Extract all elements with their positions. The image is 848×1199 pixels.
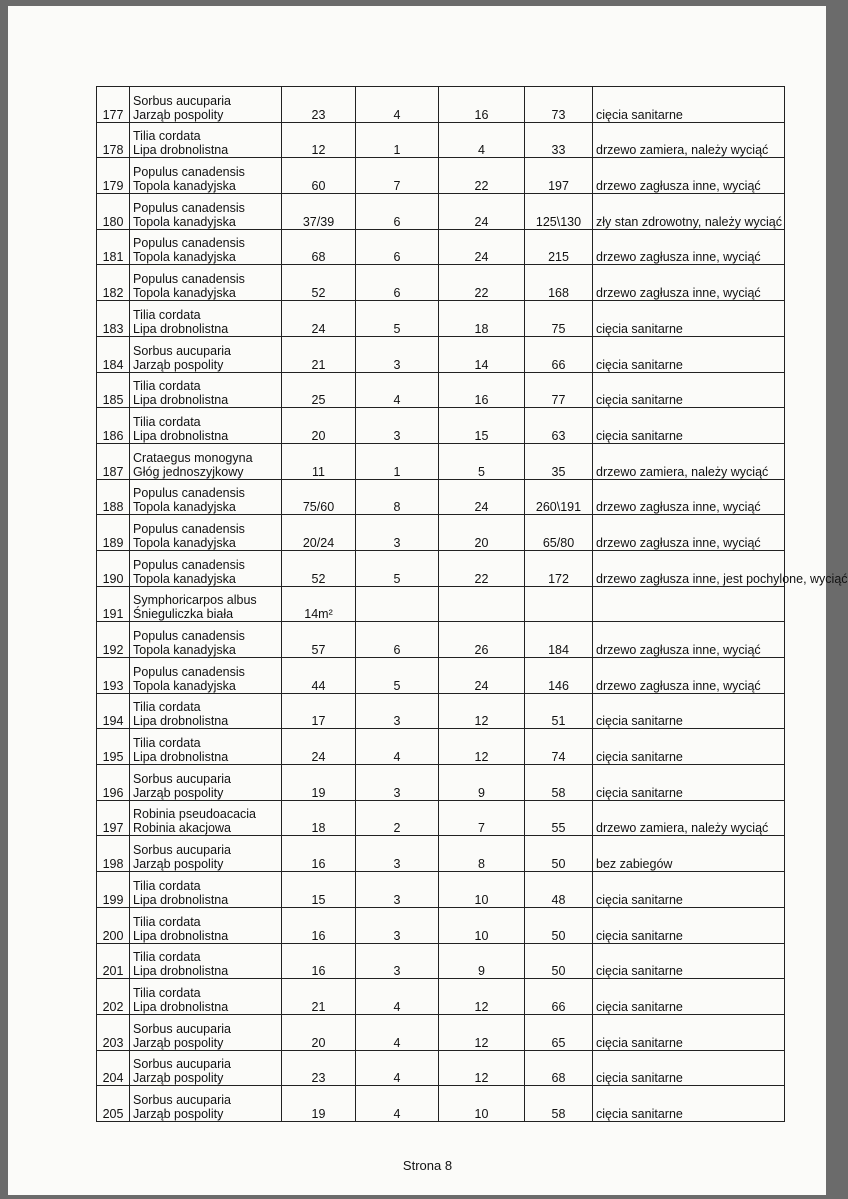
value-col-3: 16 bbox=[439, 372, 525, 408]
value-col-2: 3 bbox=[356, 336, 439, 372]
species-cell bbox=[130, 265, 282, 301]
tree-number: 188 bbox=[97, 479, 130, 515]
value-col-4: 184 bbox=[525, 622, 593, 658]
value-col-1: 19 bbox=[282, 765, 356, 801]
table-row bbox=[97, 586, 785, 622]
remarks: drzewo zamiera, należy wyciąć bbox=[593, 800, 785, 836]
remarks: drzewo zagłusza inne, wyciąć bbox=[593, 158, 785, 194]
species-polish: Jarząb pospolity bbox=[133, 857, 224, 872]
species-latin: Robinia pseudoacacia bbox=[133, 807, 257, 822]
species-polish: Lipa drobnolistna bbox=[133, 393, 229, 408]
species-latin: Sorbus aucuparia bbox=[133, 343, 231, 358]
value-col-2: 5 bbox=[356, 658, 439, 694]
value-col-1: 37/39 bbox=[282, 194, 356, 230]
value-col-1: 11 bbox=[282, 443, 356, 479]
value-col-3: 12 bbox=[439, 1014, 525, 1050]
remarks bbox=[593, 586, 785, 622]
species-latin: Populus canadensis bbox=[133, 200, 245, 215]
species-latin: Sorbus aucuparia bbox=[133, 1092, 231, 1107]
value-col-2: 4 bbox=[356, 979, 439, 1015]
value-col-2: 4 bbox=[356, 87, 439, 123]
value-col-2: 3 bbox=[356, 872, 439, 908]
table-row bbox=[97, 550, 785, 586]
tree-number: 192 bbox=[97, 622, 130, 658]
species-latin: Tilia cordata bbox=[133, 985, 201, 1000]
value-col-4: 65 bbox=[525, 1014, 593, 1050]
species-latin: Populus canadensis bbox=[133, 272, 245, 287]
table-row bbox=[97, 443, 785, 479]
tree-number: 195 bbox=[97, 729, 130, 765]
species-polish: Jarząb pospolity bbox=[133, 357, 224, 372]
table-row bbox=[97, 800, 785, 836]
species-cell bbox=[130, 301, 282, 337]
species-latin: Tilia cordata bbox=[133, 307, 201, 322]
tree-number: 196 bbox=[97, 765, 130, 801]
value-col-3: 20 bbox=[439, 515, 525, 551]
value-col-3: 7 bbox=[439, 800, 525, 836]
species-cell bbox=[130, 836, 282, 872]
tree-number: 180 bbox=[97, 194, 130, 230]
remarks: drzewo zagłusza inne, wyciąć bbox=[593, 658, 785, 694]
value-col-3: 12 bbox=[439, 1050, 525, 1086]
species-cell bbox=[130, 622, 282, 658]
species-cell bbox=[130, 765, 282, 801]
tree-number: 202 bbox=[97, 979, 130, 1015]
value-col-3: 9 bbox=[439, 943, 525, 979]
remarks: cięcia sanitarne bbox=[593, 301, 785, 337]
value-col-2: 5 bbox=[356, 301, 439, 337]
value-col-3: 15 bbox=[439, 408, 525, 444]
tree-number: 197 bbox=[97, 800, 130, 836]
value-col-1: 15 bbox=[282, 872, 356, 908]
value-col-3: 10 bbox=[439, 1086, 525, 1122]
value-col-4: 260\191 bbox=[525, 479, 593, 515]
table-row bbox=[97, 229, 785, 265]
table-row bbox=[97, 87, 785, 123]
value-col-4: 63 bbox=[525, 408, 593, 444]
value-col-2: 3 bbox=[356, 515, 439, 551]
value-col-2: 1 bbox=[356, 122, 439, 158]
species-cell bbox=[130, 872, 282, 908]
value-col-2: 4 bbox=[356, 1014, 439, 1050]
document-page bbox=[8, 6, 848, 1195]
table-row bbox=[97, 158, 785, 194]
species-latin: Tilia cordata bbox=[133, 700, 201, 715]
remarks: cięcia sanitarne bbox=[593, 1014, 785, 1050]
species-polish: Śnieguliczka biała bbox=[133, 607, 234, 622]
remarks: cięcia sanitarne bbox=[593, 979, 785, 1015]
value-col-1: 17 bbox=[282, 693, 356, 729]
tree-number: 178 bbox=[97, 122, 130, 158]
species-polish: Jarząb pospolity bbox=[133, 785, 224, 800]
tree-number: 177 bbox=[97, 87, 130, 123]
remarks: drzewo zagłusza inne, wyciąć bbox=[593, 265, 785, 301]
remarks: drzewo zagłusza inne, wyciąć bbox=[593, 622, 785, 658]
value-col-4: 73 bbox=[525, 87, 593, 123]
table-row bbox=[97, 1050, 785, 1086]
value-col-3: 14 bbox=[439, 336, 525, 372]
species-latin: Populus canadensis bbox=[133, 557, 245, 572]
tree-number: 182 bbox=[97, 265, 130, 301]
value-col-2 bbox=[356, 586, 439, 622]
tree-number: 200 bbox=[97, 907, 130, 943]
value-col-4: 66 bbox=[525, 979, 593, 1015]
value-col-2: 3 bbox=[356, 765, 439, 801]
value-col-4: 197 bbox=[525, 158, 593, 194]
species-latin: Symphoricarpos albus bbox=[133, 593, 257, 608]
species-polish: Jarząb pospolity bbox=[133, 1071, 224, 1086]
value-col-1: 52 bbox=[282, 550, 356, 586]
value-col-2: 3 bbox=[356, 836, 439, 872]
table-row bbox=[97, 872, 785, 908]
species-cell bbox=[130, 658, 282, 694]
species-cell bbox=[130, 1014, 282, 1050]
table-row bbox=[97, 622, 785, 658]
value-col-3: 4 bbox=[439, 122, 525, 158]
species-polish: Topola kanadyjska bbox=[133, 678, 236, 693]
species-cell bbox=[130, 979, 282, 1015]
value-col-2: 6 bbox=[356, 229, 439, 265]
tree-number: 184 bbox=[97, 336, 130, 372]
value-col-2: 2 bbox=[356, 800, 439, 836]
value-col-4: 58 bbox=[525, 765, 593, 801]
species-polish: Lipa drobnolistna bbox=[133, 892, 229, 907]
tree-number: 185 bbox=[97, 372, 130, 408]
value-col-2: 6 bbox=[356, 194, 439, 230]
value-col-2: 6 bbox=[356, 622, 439, 658]
remarks: cięcia sanitarne bbox=[593, 1050, 785, 1086]
value-col-4: 68 bbox=[525, 1050, 593, 1086]
table-row bbox=[97, 336, 785, 372]
species-polish: Topola kanadyjska bbox=[133, 250, 236, 265]
species-latin: Sorbus aucuparia bbox=[133, 843, 231, 858]
value-col-1: 57 bbox=[282, 622, 356, 658]
remarks: cięcia sanitarne bbox=[593, 943, 785, 979]
value-col-4: 51 bbox=[525, 693, 593, 729]
remarks: zły stan zdrowotny, należy wyciąć bbox=[593, 194, 785, 230]
value-col-3: 12 bbox=[439, 979, 525, 1015]
table-row bbox=[97, 479, 785, 515]
species-latin: Tilia cordata bbox=[133, 379, 201, 394]
value-col-1: 21 bbox=[282, 979, 356, 1015]
value-col-3 bbox=[439, 586, 525, 622]
species-cell bbox=[130, 336, 282, 372]
value-col-3: 16 bbox=[439, 87, 525, 123]
species-polish: Lipa drobnolistna bbox=[133, 750, 229, 765]
tree-number: 186 bbox=[97, 408, 130, 444]
value-col-2: 7 bbox=[356, 158, 439, 194]
value-col-3: 24 bbox=[439, 479, 525, 515]
species-cell bbox=[130, 1050, 282, 1086]
tree-number: 199 bbox=[97, 872, 130, 908]
value-col-4: 215 bbox=[525, 229, 593, 265]
value-col-1: 12 bbox=[282, 122, 356, 158]
species-latin: Tilia cordata bbox=[133, 129, 201, 144]
species-polish: Głóg jednoszyjkowy bbox=[133, 464, 244, 479]
value-col-1: 19 bbox=[282, 1086, 356, 1122]
value-col-1: 60 bbox=[282, 158, 356, 194]
value-col-3: 22 bbox=[439, 265, 525, 301]
table-row bbox=[97, 301, 785, 337]
value-col-4: 125\130 bbox=[525, 194, 593, 230]
value-col-2: 4 bbox=[356, 1050, 439, 1086]
remarks: cięcia sanitarne bbox=[593, 729, 785, 765]
value-col-4: 168 bbox=[525, 265, 593, 301]
table-row bbox=[97, 122, 785, 158]
value-col-1: 20 bbox=[282, 1014, 356, 1050]
table-row bbox=[97, 943, 785, 979]
value-col-1: 44 bbox=[282, 658, 356, 694]
species-cell bbox=[130, 800, 282, 836]
species-polish: Topola kanadyjska bbox=[133, 214, 236, 229]
value-col-1: 75/60 bbox=[282, 479, 356, 515]
species-polish: Lipa drobnolistna bbox=[133, 999, 229, 1014]
table-row bbox=[97, 372, 785, 408]
species-cell bbox=[130, 87, 282, 123]
table-row bbox=[97, 693, 785, 729]
species-latin: Populus canadensis bbox=[133, 236, 245, 251]
species-polish: Jarząb pospolity bbox=[133, 1035, 224, 1050]
value-col-3: 24 bbox=[439, 229, 525, 265]
species-polish: Lipa drobnolistna bbox=[133, 321, 229, 336]
value-col-3: 24 bbox=[439, 658, 525, 694]
table-row bbox=[97, 1014, 785, 1050]
tree-number: 189 bbox=[97, 515, 130, 551]
table-body bbox=[97, 87, 848, 1122]
species-latin: Populus canadensis bbox=[133, 664, 245, 679]
remarks: drzewo zagłusza inne, jest pochylone, wyciąć bbox=[593, 550, 785, 586]
value-col-3: 18 bbox=[439, 301, 525, 337]
remarks: drzewo zamiera, należy wyciąć bbox=[593, 443, 785, 479]
species-polish: Jarząb pospolity bbox=[133, 107, 224, 122]
tree-number: 191 bbox=[97, 586, 130, 622]
species-cell bbox=[130, 515, 282, 551]
species-latin: Sorbus aucuparia bbox=[133, 771, 231, 786]
table-row bbox=[97, 194, 785, 230]
value-col-3: 12 bbox=[439, 729, 525, 765]
remarks: cięcia sanitarne bbox=[593, 408, 785, 444]
species-cell bbox=[130, 907, 282, 943]
value-col-3: 24 bbox=[439, 194, 525, 230]
species-cell bbox=[130, 158, 282, 194]
species-cell bbox=[130, 1086, 282, 1122]
value-col-1: 21 bbox=[282, 336, 356, 372]
remarks: cięcia sanitarne bbox=[593, 1086, 785, 1122]
species-polish: Lipa drobnolistna bbox=[133, 143, 229, 158]
tree-number: 203 bbox=[97, 1014, 130, 1050]
species-latin: Populus canadensis bbox=[133, 486, 245, 501]
value-col-3: 22 bbox=[439, 550, 525, 586]
value-col-1: 68 bbox=[282, 229, 356, 265]
value-col-2: 8 bbox=[356, 479, 439, 515]
value-col-3: 10 bbox=[439, 907, 525, 943]
value-col-2: 4 bbox=[356, 729, 439, 765]
value-col-1: 23 bbox=[282, 87, 356, 123]
species-latin: Tilia cordata bbox=[133, 736, 201, 751]
value-col-4: 50 bbox=[525, 836, 593, 872]
remarks: bez zabiegów bbox=[593, 836, 785, 872]
value-col-4: 58 bbox=[525, 1086, 593, 1122]
table-row bbox=[97, 408, 785, 444]
remarks: drzewo zagłusza inne, wyciąć bbox=[593, 515, 785, 551]
value-col-4: 65/80 bbox=[525, 515, 593, 551]
value-col-1: 16 bbox=[282, 943, 356, 979]
value-col-4: 48 bbox=[525, 872, 593, 908]
value-col-2: 4 bbox=[356, 372, 439, 408]
remarks: cięcia sanitarne bbox=[593, 872, 785, 908]
species-cell bbox=[130, 408, 282, 444]
value-col-3: 5 bbox=[439, 443, 525, 479]
tree-number: 193 bbox=[97, 658, 130, 694]
remarks: cięcia sanitarne bbox=[593, 372, 785, 408]
value-col-1: 20/24 bbox=[282, 515, 356, 551]
value-col-2: 4 bbox=[356, 1086, 439, 1122]
tree-number: 181 bbox=[97, 229, 130, 265]
value-col-3: 26 bbox=[439, 622, 525, 658]
species-latin: Tilia cordata bbox=[133, 914, 201, 929]
tree-number: 201 bbox=[97, 943, 130, 979]
tree-number: 187 bbox=[97, 443, 130, 479]
species-polish: Topola kanadyjska bbox=[133, 500, 236, 515]
tree-number: 190 bbox=[97, 550, 130, 586]
remarks: cięcia sanitarne bbox=[593, 87, 785, 123]
remarks: cięcia sanitarne bbox=[593, 907, 785, 943]
tree-inventory-table bbox=[96, 86, 848, 1122]
species-latin: Tilia cordata bbox=[133, 414, 201, 429]
species-polish: Topola kanadyjska bbox=[133, 179, 236, 194]
species-cell bbox=[130, 943, 282, 979]
value-col-4: 172 bbox=[525, 550, 593, 586]
species-polish: Lipa drobnolistna bbox=[133, 964, 229, 979]
value-col-4: 50 bbox=[525, 907, 593, 943]
remarks: cięcia sanitarne bbox=[593, 336, 785, 372]
species-polish: Lipa drobnolistna bbox=[133, 714, 229, 729]
value-col-2: 1 bbox=[356, 443, 439, 479]
value-col-1: 24 bbox=[282, 729, 356, 765]
tree-number: 194 bbox=[97, 693, 130, 729]
value-col-1: 14m² bbox=[282, 586, 356, 622]
species-polish: Jarząb pospolity bbox=[133, 1106, 224, 1121]
species-cell bbox=[130, 122, 282, 158]
value-col-2: 5 bbox=[356, 550, 439, 586]
species-latin: Tilia cordata bbox=[133, 878, 201, 893]
species-latin: Populus canadensis bbox=[133, 521, 245, 536]
value-col-4: 146 bbox=[525, 658, 593, 694]
tree-number: 204 bbox=[97, 1050, 130, 1086]
value-col-3: 12 bbox=[439, 693, 525, 729]
table-row bbox=[97, 658, 785, 694]
value-col-1: 20 bbox=[282, 408, 356, 444]
species-polish: Robinia akacjowa bbox=[133, 821, 231, 836]
tree-number: 205 bbox=[97, 1086, 130, 1122]
remarks: drzewo zamiera, należy wyciąć bbox=[593, 122, 785, 158]
tree-number: 179 bbox=[97, 158, 130, 194]
species-polish: Topola kanadyjska bbox=[133, 535, 236, 550]
page-number: Strona 8 bbox=[402, 1158, 453, 1173]
value-col-1: 24 bbox=[282, 301, 356, 337]
tree-number: 198 bbox=[97, 836, 130, 872]
value-col-4: 35 bbox=[525, 443, 593, 479]
value-col-4: 55 bbox=[525, 800, 593, 836]
value-col-2: 3 bbox=[356, 943, 439, 979]
species-latin: Populus canadensis bbox=[133, 165, 245, 180]
species-latin: Sorbus aucuparia bbox=[133, 1021, 231, 1036]
value-col-1: 18 bbox=[282, 800, 356, 836]
table-row bbox=[97, 765, 785, 801]
species-cell bbox=[130, 550, 282, 586]
species-latin: Sorbus aucuparia bbox=[133, 1057, 231, 1072]
species-polish: Topola kanadyjska bbox=[133, 286, 236, 301]
species-polish: Lipa drobnolistna bbox=[133, 428, 229, 443]
value-col-2: 3 bbox=[356, 408, 439, 444]
value-col-4: 77 bbox=[525, 372, 593, 408]
table-row bbox=[97, 729, 785, 765]
species-cell bbox=[130, 372, 282, 408]
value-col-1: 16 bbox=[282, 836, 356, 872]
species-cell bbox=[130, 229, 282, 265]
value-col-2: 3 bbox=[356, 693, 439, 729]
table-row bbox=[97, 265, 785, 301]
value-col-4: 66 bbox=[525, 336, 593, 372]
value-col-1: 23 bbox=[282, 1050, 356, 1086]
tree-number: 183 bbox=[97, 301, 130, 337]
remarks: drzewo zagłusza inne, wyciąć bbox=[593, 229, 785, 265]
table-row bbox=[97, 907, 785, 943]
species-polish: Topola kanadyjska bbox=[133, 643, 236, 657]
value-col-4: 50 bbox=[525, 943, 593, 979]
value-col-3: 9 bbox=[439, 765, 525, 801]
value-col-4: 74 bbox=[525, 729, 593, 765]
table-row bbox=[97, 515, 785, 551]
remarks: cięcia sanitarne bbox=[593, 765, 785, 801]
value-col-1: 16 bbox=[282, 907, 356, 943]
value-col-4: 33 bbox=[525, 122, 593, 158]
species-cell bbox=[130, 729, 282, 765]
species-latin: Crataegus monogyna bbox=[133, 450, 253, 465]
species-latin: Tilia cordata bbox=[133, 950, 201, 965]
table-row bbox=[97, 836, 785, 872]
species-polish: Lipa drobnolistna bbox=[133, 928, 229, 943]
species-cell bbox=[130, 443, 282, 479]
species-cell bbox=[130, 586, 282, 622]
table-row bbox=[97, 1086, 785, 1122]
remarks: drzewo zagłusza inne, wyciąć bbox=[593, 479, 785, 515]
value-col-2: 3 bbox=[356, 907, 439, 943]
value-col-3: 22 bbox=[439, 158, 525, 194]
value-col-1: 52 bbox=[282, 265, 356, 301]
species-cell bbox=[130, 479, 282, 515]
value-col-4: 75 bbox=[525, 301, 593, 337]
species-cell bbox=[130, 693, 282, 729]
remarks: cięcia sanitarne bbox=[593, 693, 785, 729]
species-latin: Sorbus aucuparia bbox=[133, 93, 231, 108]
value-col-2: 6 bbox=[356, 265, 439, 301]
value-col-1: 25 bbox=[282, 372, 356, 408]
value-col-3: 10 bbox=[439, 872, 525, 908]
value-col-3: 8 bbox=[439, 836, 525, 872]
species-polish: Topola kanadyjska bbox=[133, 571, 236, 586]
species-latin: Populus canadensis bbox=[133, 629, 245, 643]
table-row bbox=[97, 979, 785, 1015]
value-col-4 bbox=[525, 586, 593, 622]
species-cell bbox=[130, 194, 282, 230]
